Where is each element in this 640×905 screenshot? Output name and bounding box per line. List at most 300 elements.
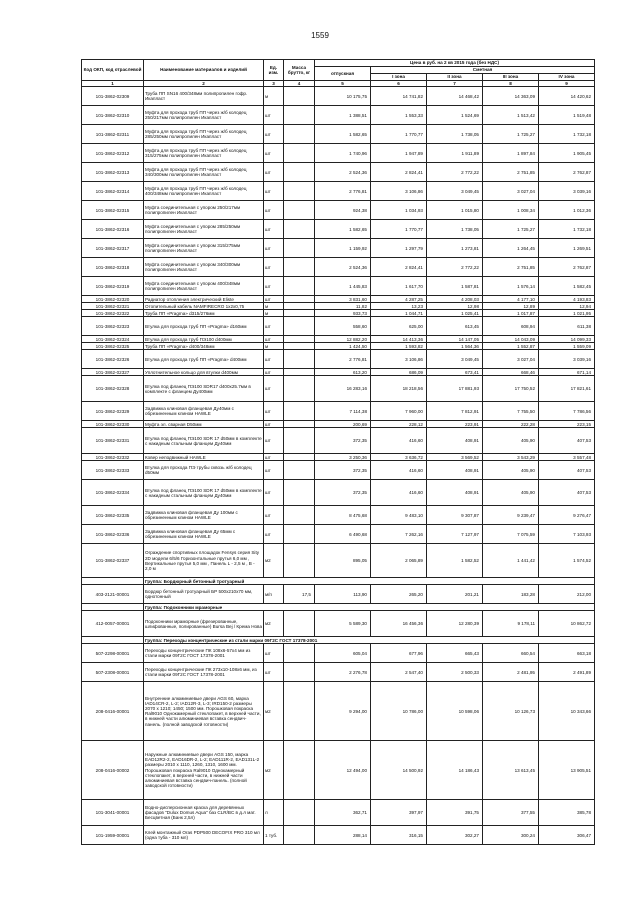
group-empty-cell <box>82 578 144 585</box>
row-unit: м2 <box>264 741 284 800</box>
price-zone-3: 14 043,09 <box>483 336 539 343</box>
row-code: 101-3862-02315 <box>82 201 144 220</box>
price-zone-4: 12,94 <box>539 303 595 310</box>
price-zone-3: 1 576,14 <box>483 277 539 296</box>
row-mass <box>284 525 315 544</box>
row-name: Задвижка клиновая фланцевая Ду 100мм с обрезиненным клином HAWLE <box>144 506 264 525</box>
price-release: 12 494,00 <box>315 741 371 800</box>
table-row <box>82 611 595 637</box>
header-release: отпускная <box>315 67 371 81</box>
row-name: Муфта соединительная с упором 285/250мм полипропилен Икапласт <box>144 220 264 239</box>
price-zone-1: 2 824,41 <box>371 163 427 182</box>
price-zone-3: 608,94 <box>483 317 539 336</box>
table-row <box>82 525 595 544</box>
table-row <box>82 296 595 303</box>
row-code: 101-3862-02332 <box>82 454 144 461</box>
row-mass <box>284 663 315 682</box>
column-index: 7 <box>427 81 483 87</box>
price-release: 16 283,16 <box>315 376 371 402</box>
group-row <box>82 637 595 644</box>
row-name: Труба ПП SN16 400/348мм полипропилен гофр. Икапласт <box>144 87 264 106</box>
group-empty-cell <box>82 637 144 644</box>
row-code: 101-3862-02321 <box>82 303 144 310</box>
row-code: 101-3862-02317 <box>82 239 144 258</box>
price-release: 200,69 <box>315 421 371 428</box>
row-code: 507-2298-00001 <box>82 644 144 663</box>
price-zone-1: 1 770,77 <box>371 125 427 144</box>
row-code: 101-3862-02320 <box>82 296 144 303</box>
row-code: 101-3862-02316 <box>82 220 144 239</box>
price-zone-4: 14 099,33 <box>539 336 595 343</box>
row-unit: шт <box>264 421 284 428</box>
row-mass <box>284 163 315 182</box>
price-zone-3: 1 441,42 <box>483 544 539 578</box>
row-mass <box>284 106 315 125</box>
row-code: 101-3862-02312 <box>82 144 144 163</box>
row-code: 101-3862-02331 <box>82 428 144 454</box>
price-release: 1 159,92 <box>315 239 371 258</box>
price-zone-4: 9 276,47 <box>539 506 595 525</box>
price-zone-3: 1 897,84 <box>483 144 539 163</box>
price-zone-3: 222,28 <box>483 421 539 428</box>
row-unit: м <box>264 303 284 310</box>
price-zone-2: 7 127,97 <box>427 525 483 544</box>
row-unit: шт <box>264 144 284 163</box>
row-name: Уплотнительное кольцо для втулки d400мм <box>144 369 264 376</box>
price-zone-4: 10 862,72 <box>539 611 595 637</box>
table-row <box>82 741 595 800</box>
row-mass <box>284 310 315 317</box>
row-unit: шт <box>264 317 284 336</box>
row-unit: шт <box>264 402 284 421</box>
table-row <box>82 144 595 163</box>
table-row <box>82 506 595 525</box>
row-code: 101-3862-02309 <box>82 87 144 106</box>
price-zone-2: 302,27 <box>427 826 483 845</box>
price-zone-4: 13 905,51 <box>539 741 595 800</box>
price-zone-3: 1 264,45 <box>483 239 539 258</box>
price-zone-3: 1 008,34 <box>483 201 539 220</box>
row-mass <box>284 402 315 421</box>
price-zone-1: 3 106,86 <box>371 182 427 201</box>
price-zone-2: 10 598,06 <box>427 682 483 741</box>
row-code: 101-3862-02323 <box>82 317 144 336</box>
row-mass <box>284 506 315 525</box>
price-zone-4: 1 732,18 <box>539 125 595 144</box>
price-zone-3: 7 075,59 <box>483 525 539 544</box>
row-code: 101-3862-02334 <box>82 480 144 506</box>
row-mass <box>284 350 315 369</box>
table-row <box>82 317 595 336</box>
row-name: Муфта эл. сварная D50мм <box>144 421 264 428</box>
price-zone-2: 3 569,52 <box>427 454 483 461</box>
price-release: 12 882,20 <box>315 336 371 343</box>
row-unit: шт <box>264 296 284 303</box>
price-zone-3: 3 027,04 <box>483 350 539 369</box>
row-name: Муфта для прохода труб ПП через ж/б колодец 285/250мм полипропилен Икапласт <box>144 125 264 144</box>
column-index: 2 <box>144 81 264 87</box>
price-zone-2: 408,91 <box>427 480 483 506</box>
price-zone-2: 223,91 <box>427 421 483 428</box>
price-zone-3: 14 363,09 <box>483 87 539 106</box>
price-zone-3: 3 543,29 <box>483 454 539 461</box>
row-code: 101-3862-02319 <box>82 277 144 296</box>
row-code: 101-3862-02330 <box>82 421 144 428</box>
price-zone-2: 2 772,22 <box>427 163 483 182</box>
price-zone-3: 7 755,50 <box>483 402 539 421</box>
price-zone-3: 9 178,11 <box>483 611 539 637</box>
price-zone-4: 306,47 <box>539 826 595 845</box>
row-name: Внутренние алюминиевые двери AGS 60, марка IAD14CR-2, L-2; IAD12R-3, L-3; IRD150-2 размеры 2070 х 1210; 1450; 1500 мм. Порошковая покраска Ral9010 Однокамерный стеклопакет, в верхней части, в нижней части алюминиевая вставка сендвич-панель. (полной заводской готовности) <box>144 682 264 741</box>
price-zone-2: 1 582,52 <box>427 544 483 578</box>
price-zone-1: 18 218,56 <box>371 376 427 402</box>
row-unit: шт <box>264 506 284 525</box>
column-index: 6 <box>371 81 427 87</box>
price-zone-3: 1 725,27 <box>483 125 539 144</box>
price-zone-4: 407,53 <box>539 428 595 454</box>
price-table <box>81 59 595 845</box>
column-index: 9 <box>539 81 595 87</box>
row-unit: шт <box>264 125 284 144</box>
price-zone-3: 1 552,87 <box>483 343 539 350</box>
column-index: 4 <box>284 81 315 87</box>
price-release: 1 445,83 <box>315 277 371 296</box>
price-zone-3: 2 751,85 <box>483 258 539 277</box>
row-mass <box>284 480 315 506</box>
row-code: 101-3862-02324 <box>82 336 144 343</box>
table-row <box>82 369 595 376</box>
row-name: Муфта соединительная с упором 340/300мм полипропилен Икапласт <box>144 258 264 277</box>
row-name: Клей монтажный Oras PDP500 DECOFIX PRO 310 мл (одна туба - 310 мл) <box>144 826 264 845</box>
price-release: 10 175,75 <box>315 87 371 106</box>
price-zone-4: 2 762,87 <box>539 258 595 277</box>
price-zone-1: 1 617,70 <box>371 277 427 296</box>
price-zone-2: 673,41 <box>427 369 483 376</box>
table-row <box>82 585 595 604</box>
row-unit: шт <box>264 461 284 480</box>
price-zone-3: 1 725,27 <box>483 220 539 239</box>
row-mass <box>284 428 315 454</box>
price-zone-4: 1 012,36 <box>539 201 595 220</box>
table-body <box>82 87 595 845</box>
price-zone-3: 2 751,85 <box>483 163 539 182</box>
price-zone-2: 1 025,41 <box>427 310 483 317</box>
row-unit: шт <box>264 376 284 402</box>
price-zone-4: 1 582,45 <box>539 277 595 296</box>
group-row <box>82 578 595 585</box>
price-zone-1: 9 483,10 <box>371 506 427 525</box>
row-code: 101-3862-02328 <box>82 376 144 402</box>
row-code: 208-0416-00001 <box>82 682 144 741</box>
row-mass <box>284 611 315 637</box>
row-mass <box>284 421 315 428</box>
price-zone-1: 14 413,36 <box>371 336 427 343</box>
price-zone-2: 12 280,39 <box>427 611 483 637</box>
row-code: 101-3862-02326 <box>82 350 144 369</box>
price-release: 372,35 <box>315 480 371 506</box>
group-title: Группа: Переходы концентрические из стали марки 09Г2С ГОСТ 17378-2001 <box>144 637 595 644</box>
price-zone-3: 1 513,42 <box>483 106 539 125</box>
price-zone-1: 10 786,00 <box>371 682 427 741</box>
price-release: 1 424,50 <box>315 343 371 350</box>
price-zone-2: 9 307,87 <box>427 506 483 525</box>
price-zone-2: 391,75 <box>427 800 483 826</box>
price-zone-4: 663,18 <box>539 644 595 663</box>
price-zone-2: 14 147,05 <box>427 336 483 343</box>
row-name: Втулка для прохода труб ПП «Pragma» d160мм <box>144 317 264 336</box>
price-zone-1: 14 741,82 <box>371 87 427 106</box>
price-zone-3: 17 750,52 <box>483 376 539 402</box>
table-row <box>82 182 595 201</box>
row-unit: м2 <box>264 544 284 578</box>
row-unit: шт <box>264 163 284 182</box>
row-mass <box>284 369 315 376</box>
row-unit: л <box>264 800 284 826</box>
row-name: Бордюр бетонный тротуарный БР 500х210х70 мм, однотонный <box>144 585 264 604</box>
row-code: 507-2308-00001 <box>82 663 144 682</box>
row-name: Переходы концентрические ПК 273х10-108х6 мм, из стали марки 09Г2С ГОСТ 17378-2001 <box>144 663 264 682</box>
group-row <box>82 604 595 611</box>
row-code: 101-3862-02327 <box>82 369 144 376</box>
row-unit: 1 туб. <box>264 826 284 845</box>
row-mass <box>284 125 315 144</box>
row-mass <box>284 258 315 277</box>
row-mass <box>284 296 315 303</box>
price-release: 2 776,81 <box>315 350 371 369</box>
price-release: 2 524,36 <box>315 163 371 182</box>
price-release: 372,35 <box>315 428 371 454</box>
row-unit: м <box>264 343 284 350</box>
row-code: 101-3862-02314 <box>82 182 144 201</box>
price-zone-2: 2 772,22 <box>427 258 483 277</box>
price-zone-3: 668,46 <box>483 369 539 376</box>
row-name: Радиатор отопления электрический Eliste <box>144 296 264 303</box>
price-zone-4: 7 103,93 <box>539 525 595 544</box>
column-index: 1 <box>82 81 144 87</box>
row-name: Муфта соединительная с упором 250/217мм полипропилен Икапласт <box>144 201 264 220</box>
price-zone-1: 416,60 <box>371 461 427 480</box>
price-release: 933,73 <box>315 310 371 317</box>
header-zone: III зона <box>483 74 539 81</box>
header-zone: I зона <box>371 74 427 81</box>
price-release: 5 589,30 <box>315 611 371 637</box>
row-name: Втулка под фланец ПЭ100 SDR17 d400х25.7мм в комплекте с фланцем Ду400мм <box>144 376 264 402</box>
row-name: Втулка для прохода труб ПЭ100 d400мм <box>144 336 264 343</box>
row-unit: м2 <box>264 682 284 741</box>
row-name: Втулка для прохода труб ПП «Pragma» d400мм <box>144 350 264 369</box>
header-code: Код ОКП, код отраслевой <box>82 60 144 81</box>
row-unit: шт <box>264 350 284 369</box>
row-name: Ковер неподвижный HAWLE <box>144 454 264 461</box>
row-unit: м <box>264 310 284 317</box>
table-row <box>82 544 595 578</box>
table-row <box>82 336 595 343</box>
price-zone-4: 2 491,89 <box>539 663 595 682</box>
price-zone-3: 12,89 <box>483 303 539 310</box>
price-release: 7 114,38 <box>315 402 371 421</box>
row-code: 101-3862-02336 <box>82 525 144 544</box>
table-row <box>82 258 595 277</box>
group-title: Группа: Подоконники мраморные <box>144 604 595 611</box>
price-zone-1: 1 553,33 <box>371 106 427 125</box>
price-zone-3: 405,90 <box>483 461 539 480</box>
price-zone-1: 625,00 <box>371 317 427 336</box>
header-zone: IV зона <box>539 74 595 81</box>
price-zone-3: 9 239,47 <box>483 506 539 525</box>
row-code: 101-3862-02313 <box>82 163 144 182</box>
price-zone-1: 397,97 <box>371 800 427 826</box>
row-name: Отопительный кабель NAMFIRECRO 1x2x0,75 <box>144 303 264 310</box>
row-mass <box>284 461 315 480</box>
price-zone-2: 1 738,05 <box>427 125 483 144</box>
price-zone-4: 407,53 <box>539 480 595 506</box>
row-name: Втулка под фланец ПЭ100 SDR 17 d50мм в комплекте с накидным стальным фланцем Ду40мм <box>144 480 264 506</box>
row-unit: шт <box>264 428 284 454</box>
price-release: 1 388,51 <box>315 106 371 125</box>
price-zone-2: 7 812,91 <box>427 402 483 421</box>
price-release: 3 250,36 <box>315 454 371 461</box>
price-zone-3: 660,54 <box>483 644 539 663</box>
price-zone-4: 1 021,95 <box>539 310 595 317</box>
row-mass <box>284 144 315 163</box>
table-row <box>82 826 595 845</box>
row-mass <box>284 303 315 310</box>
header-estimate: Сметная <box>371 67 595 74</box>
row-unit: шт <box>264 480 284 506</box>
price-release: 9 294,00 <box>315 682 371 741</box>
row-name: Ограждение спортивных площадок Fensys серия Sity 2D модели 6/5/6 Горизонтальные прутья 6,0 мм , Вертикальные прутья 5,0 мм , Панель L - 2,5 м , В - 2,0 м <box>144 544 264 578</box>
table-row <box>82 220 595 239</box>
price-release: 3 831,60 <box>315 296 371 303</box>
table-row <box>82 663 595 682</box>
price-zone-1: 2 065,89 <box>371 544 427 578</box>
table-row <box>82 350 595 369</box>
row-code: 101-3862-02337 <box>82 544 144 578</box>
price-zone-1: 13,23 <box>371 303 427 310</box>
row-name: Муфта для прохода труб ПП через ж/б колодец 340/300мм полипропилен Икапласт <box>144 163 264 182</box>
table-row <box>82 303 595 310</box>
table-row <box>82 201 595 220</box>
table-row <box>82 800 595 826</box>
price-zone-4: 1 905,45 <box>539 144 595 163</box>
row-unit: м/п <box>264 585 284 604</box>
row-unit: шт <box>264 182 284 201</box>
price-zone-2: 3 049,45 <box>427 182 483 201</box>
row-unit: шт <box>264 644 284 663</box>
row-mass <box>284 644 315 663</box>
price-zone-1: 3 106,86 <box>371 350 427 369</box>
header-name: Наименование материалов и изделий <box>144 60 264 81</box>
price-zone-4: 1 269,51 <box>539 239 595 258</box>
table-row <box>82 461 595 480</box>
price-zone-4: 385,78 <box>539 800 595 826</box>
price-zone-3: 183,28 <box>483 585 539 604</box>
row-mass <box>284 87 315 106</box>
price-release: 6 490,68 <box>315 525 371 544</box>
row-unit: м2 <box>264 611 284 637</box>
price-zone-4: 1 519,48 <box>539 106 595 125</box>
header-unit: Ед. изм. <box>264 60 284 81</box>
row-name: Муфта для прохода труб ПП через ж/б колодец 250/217мм полипропилен Икапласт <box>144 106 264 125</box>
price-release: 895,05 <box>315 544 371 578</box>
row-unit: шт <box>264 369 284 376</box>
price-release: 1 582,65 <box>315 125 371 144</box>
row-unit: шт <box>264 277 284 296</box>
price-zone-3: 1 017,87 <box>483 310 539 317</box>
price-zone-2: 2 500,33 <box>427 663 483 682</box>
row-unit: шт <box>264 239 284 258</box>
row-code: 101-3862-02333 <box>82 461 144 480</box>
table-row <box>82 402 595 421</box>
price-release: 113,90 <box>315 585 371 604</box>
row-mass <box>284 239 315 258</box>
price-zone-2: 1 587,81 <box>427 277 483 296</box>
price-zone-4: 407,53 <box>539 461 595 480</box>
price-zone-2: 14 468,42 <box>427 87 483 106</box>
price-zone-1: 2 547,40 <box>371 663 427 682</box>
row-name: Втулка под фланец ПЭ100 SDR 17 d50мм в комплекте с накидным стальным фланцем Ду40мм <box>144 428 264 454</box>
row-code: 101-3041-00001 <box>82 800 144 826</box>
row-name: Труба ПП «Pragma» d400/348мм <box>144 343 264 350</box>
price-release: 8 475,68 <box>315 506 371 525</box>
row-code: 403-2121-00001 <box>82 585 144 604</box>
price-zone-1: 1 044,71 <box>371 310 427 317</box>
price-zone-2: 3 049,45 <box>427 350 483 369</box>
row-code: 101-3862-02322 <box>82 310 144 317</box>
row-mass <box>284 343 315 350</box>
price-zone-2: 613,45 <box>427 317 483 336</box>
column-index: 3 <box>264 81 284 87</box>
price-zone-1: 416,60 <box>371 428 427 454</box>
price-zone-3: 377,55 <box>483 800 539 826</box>
column-index: 8 <box>483 81 539 87</box>
table-row <box>82 343 595 350</box>
price-zone-3: 405,90 <box>483 480 539 506</box>
row-mass <box>284 800 315 826</box>
row-code: 101-3862-02325 <box>82 343 144 350</box>
price-zone-2: 4 208,03 <box>427 296 483 303</box>
price-zone-4: 10 343,66 <box>539 682 595 741</box>
price-zone-2: 408,91 <box>427 428 483 454</box>
price-zone-4: 7 786,56 <box>539 402 595 421</box>
price-zone-4: 671,14 <box>539 369 595 376</box>
table-row <box>82 682 595 741</box>
price-zone-4: 3 039,16 <box>539 182 595 201</box>
price-zone-2: 1 911,89 <box>427 144 483 163</box>
row-name: Труба ПП «Pragma» d315/276мм <box>144 310 264 317</box>
price-release: 372,35 <box>315 461 371 480</box>
row-name: Подоконники мраморные (фрезерованные, шлифованные, полированные) Bursa Bej / Крема Нова <box>144 611 264 637</box>
price-release: 2 524,36 <box>315 258 371 277</box>
table-row <box>82 239 595 258</box>
row-name: Втулка для прохода ПЭ трубы сквозь ж/б колодец d50мм <box>144 461 264 480</box>
row-code: 101-3862-02310 <box>82 106 144 125</box>
row-code: 208-0416-00002 <box>82 741 144 800</box>
row-mass <box>284 826 315 845</box>
price-zone-1: 3 636,72 <box>371 454 427 461</box>
row-mass: 17,5 <box>284 585 315 604</box>
row-code: 101-3862-02329 <box>82 402 144 421</box>
price-zone-1: 14 500,92 <box>371 741 427 800</box>
group-empty-cell <box>82 604 144 611</box>
price-zone-4: 3 557,48 <box>539 454 595 461</box>
price-zone-2: 1 738,05 <box>427 220 483 239</box>
table-row <box>82 644 595 663</box>
price-release: 2 776,81 <box>315 182 371 201</box>
row-mass <box>284 741 315 800</box>
price-zone-3: 4 177,10 <box>483 296 539 303</box>
price-zone-2: 12,98 <box>427 303 483 310</box>
